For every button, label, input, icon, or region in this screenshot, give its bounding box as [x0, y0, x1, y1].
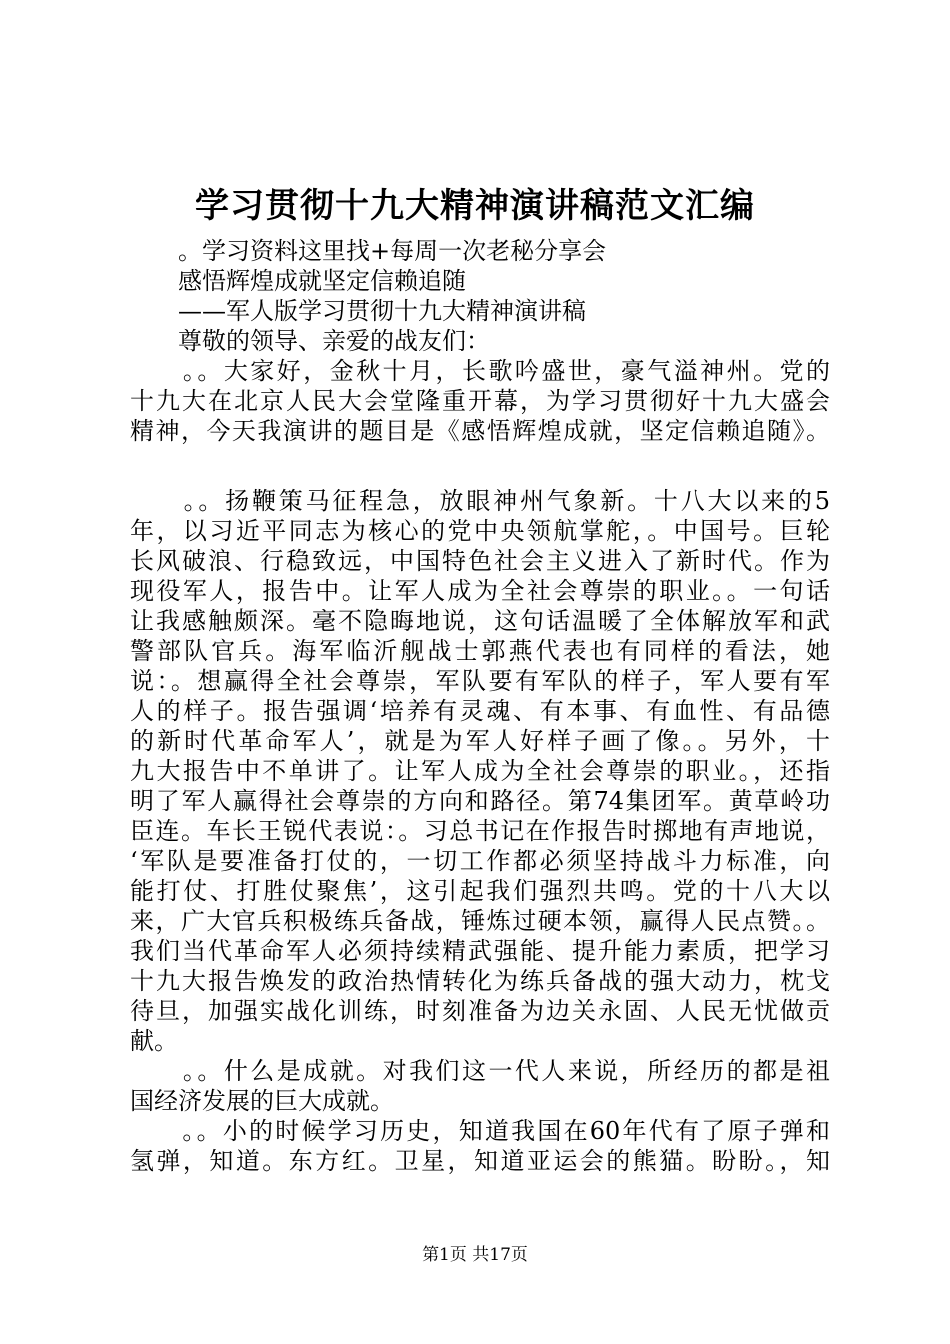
text-line: 九大报告中不单讲了。让军人成为全社会尊崇的职业。，还指: [130, 757, 830, 785]
text-line: 国经济发展的巨大成就。: [130, 1087, 394, 1115]
intro-line: 尊敬的领导、亲爱的战友们：: [130, 327, 490, 355]
text-line: 来，广大官兵积极练兵备战，锤炼过硬本领，赢得人民点赞。。: [130, 907, 830, 935]
paragraph-3: [130, 1056, 830, 1116]
document-body: [130, 236, 830, 1176]
page-number: 第1页 共17页: [422, 1245, 528, 1265]
intro-line: ——军人版学习贯彻十九大精神演讲稿: [130, 297, 586, 325]
text-line: 十九大报告焕发的政治热情转化为练兵备战的强大动力，枕戈: [130, 967, 830, 995]
text-line: 精神，今天我演讲的题目是《感悟辉煌成就，坚定信赖追随》。: [130, 417, 830, 445]
text-line: 十九大在北京人民大会堂隆重开幕，为学习贯彻好十九大盛会: [130, 387, 830, 415]
intro-block: [130, 236, 830, 356]
text-line: 臣连。车长王锐代表说：。习总书记在作报告时掷地有声地说，: [130, 817, 830, 845]
text-line: 明了军人赢得社会尊崇的方向和路径。第74集团军。黄草岭功: [130, 787, 830, 815]
paragraph-4: [130, 1116, 830, 1176]
text-line: 的新时代革命军人’，就是为军人好样子画了像。。另外，十: [130, 727, 830, 755]
paragraph-2: [130, 486, 830, 1056]
text-line: ‘军队是要准备打仗的，一切工作都必须坚持战斗力标准，向: [130, 847, 830, 875]
text-line: 氢弹，知道。东方红。卫星，知道亚运会的熊猫。盼盼。，知: [130, 1147, 830, 1175]
text-line: 人的样子。报告强调‘培养有灵魂、有本事、有血性、有品德: [130, 697, 830, 725]
text-line: 让我感触颇深。毫不隐晦地说，这句话温暖了全体解放军和武: [130, 607, 830, 635]
intro-line: 感悟辉煌成就坚定信赖追随: [130, 267, 466, 295]
text-line: 。。小的时候学习历史，知道我国在60年代有了原子弹和: [130, 1117, 830, 1145]
text-line: 长风破浪、行稳致远，中国特色社会主义进入了新时代。作为: [130, 547, 830, 575]
intro-line: 。学习资料这里找+每周一次老秘分享会: [130, 237, 607, 265]
text-line: 年，以习近平同志为核心的党中央领航掌舵，。中国号。巨轮: [130, 517, 830, 545]
text-line: 警部队官兵。海军临沂舰战士郭燕代表也有同样的看法，她: [130, 637, 830, 665]
text-line: 现役军人，报告中。让军人成为全社会尊崇的职业。。一句话: [130, 577, 830, 605]
text-line: 。。扬鞭策马征程急，放眼神州气象新。十八大以来的5: [130, 487, 830, 515]
text-line: 献。: [130, 1027, 178, 1055]
text-line: 说：。想赢得全社会尊崇，军队要有军队的样子，军人要有军: [130, 667, 830, 695]
text-line: 。。什么是成就。对我们这一代人来说，所经历的都是祖: [130, 1057, 830, 1085]
text-line: 待旦，加强实战化训练，时刻准备为边关永固、人民无忧做贡: [130, 997, 830, 1025]
text-line: 。。大家好，金秋十月，长歌吟盛世，豪气溢神州。党的: [130, 357, 830, 385]
text-line: 能打仗、打胜仗聚焦’，这引起我们强烈共鸣。党的十八大以: [130, 877, 830, 905]
paragraph-1: [130, 356, 830, 446]
document-title: 学习贯彻十九大精神演讲稿范文汇编: [195, 186, 755, 226]
paragraph-gap: [130, 446, 830, 486]
text-line: 我们当代革命军人必须持续精武强能、提升能力素质，把学习: [130, 937, 830, 965]
